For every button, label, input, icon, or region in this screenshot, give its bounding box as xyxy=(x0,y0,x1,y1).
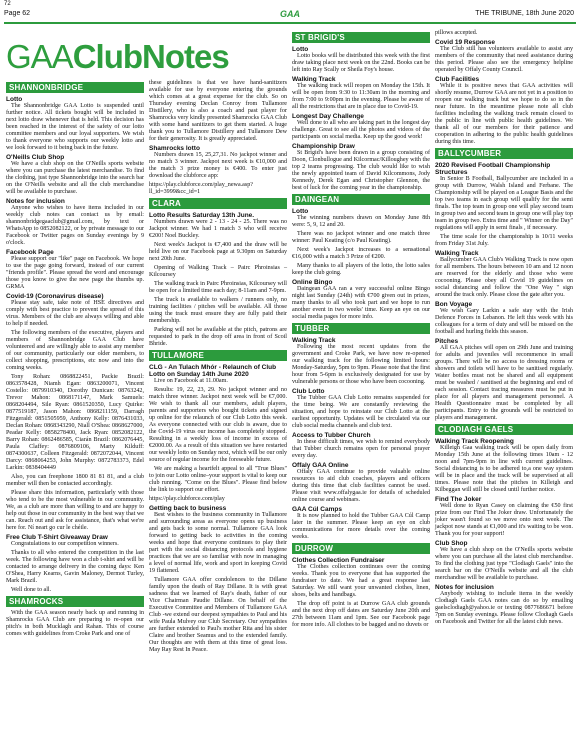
corner-mark: 72 xyxy=(4,1,11,7)
club-section-heading: ST BRIGID'S xyxy=(292,32,430,43)
paragraph: We wish Gary Larkin a safe stay with the Irish Defence Forces in Lebanon. He left this week with his colleagues for a term of duty and will be missed on the football and hurling fields this season. xyxy=(435,308,573,335)
paragraph: There was no jackpot winner and one match three winner: Paul Keating (c/o Paul Keating). xyxy=(292,231,430,244)
club-section-heading: DURROW xyxy=(292,543,430,554)
paragraph: Please stay safe, take note of HSE directives and comply with best practice to prevent the spread of this virus. Members of the club are always willing and able to help if needed. xyxy=(6,300,144,327)
subheading: Club Shop xyxy=(435,540,468,547)
paragraph: Tullamore GAA offer condolences to the Dillane family upon the death of Ray Dillane. It is with great sadness that we learned of Ray's death, father of our Vice Chairman Paudie Dillane. On behalf of the Executive Committee and Members of Tullamore GAA Club -we extend our deepest sympathies to Paul and his wife Paula Mulvey our Club Secretary. Our sympathies are further extended to Paul's mother Rita and his sister Claire and brother Seamus and to the extended family. Our thoughts are with them at this time of great loss. May Ray Rest In Peace. xyxy=(149,577,287,653)
paragraph: Well done to all who are taking part in the longest day challenge. Great to see all the photos and videos of the participants on social media. Keep up the good work! xyxy=(292,120,430,140)
section-title: GAA xyxy=(280,9,300,19)
subheading: CLG - An Tulach Mhór - Relaunch of Club Lotto on Sunday 14th June 2020 xyxy=(149,364,277,378)
paragraph: Numbers drawn were 2 - 13 - 24 - 25. There was no Jackpot winner. We had 1 match 3 who will receive €200! Noel Buckley. xyxy=(149,219,287,239)
paragraph: It is now planned to hold the Tubber GAA Cúl Camp later in the summer. Please keep an eye on club communications for more details over the coming weeks. xyxy=(292,513,430,540)
publication-date: THE TRIBUNE, 18th June 2020 xyxy=(475,10,574,17)
paragraph: Many thanks to all players of the lotto, the lotto sales keep the club going. xyxy=(292,263,430,276)
paragraph: Numbers drawn 15, 25,27,31. No jackpot winner and no match 3 winner. Jackpot next week is €10,000 and the match 3 prize money is €400. To enter just download the clubforce app: xyxy=(149,152,287,179)
subheading: Getting back to business xyxy=(149,505,227,512)
paragraph: https://play.clubforce.com/play_newa.asp?ll_id=3999&cc_id=1 xyxy=(149,182,254,195)
paragraph: Live on Facebook at 11.00am. xyxy=(154,378,228,384)
column-1 xyxy=(6,80,144,640)
column-3 xyxy=(292,30,430,631)
subheading: O'Neills Club Shop xyxy=(6,154,65,161)
paragraph: The drop off point is at Durrow GAA club grounds and the next drop off dates are Saturday June 20th and 27th between 11am and 1pm. See our Facebook page for more info. All clothes to be bagged and no duvets or xyxy=(292,601,430,628)
paragraph: Lotto books will be distributed this week with the first draw taking place next week on the 22nd. Books can be left into Ray Scally or Sheila Foy's house. xyxy=(292,53,430,73)
paragraph: The winning numbers drawn on Monday June 8th were: 5, 9, 12 and 20. xyxy=(292,215,430,228)
paragraph: Results: 19, 22, 23, 29. No jackpot winner and no match three winner. Jackpot next week will be €7,000. We wish to thank all our members, adult players, parents and supporters who bought tickets and signed up online for the relaunch of our Club Lotto this week. As everyone connected with our club is aware, due to the Covid-19 virus our income has completely stopped. Resulting in a weekly loss of income in excess of €2000.00. As a result of this situation we have restarted our weekly lotto on Sunday next, which will be our only source of regular income for the foreseable future. xyxy=(149,387,287,463)
masthead-prefix: GAA xyxy=(6,38,73,75)
club-section-heading: TULLAMORE xyxy=(149,350,287,361)
subheading: Championship Draw xyxy=(292,143,355,150)
subheading: Lotto Results Saturday 13th June. xyxy=(149,212,255,219)
paragraph: Following the most recent updates from the government and Croke Park, we have now re-opened our walking track for the following limited hours: Monday-Saturday, 5pm to 9pm. Please note that the first hour from 5-6pm is exclusively designated for use by vulnerable persons or those who have been cocooning. xyxy=(292,344,430,385)
paragraph: All GAA pitches will open on 29th June and training for adults and juveniles will recommence in small groups. There will be no access to dressing rooms or showers and toilets will have to be sanitised regularly. Water bottles must not be shared and all equipment must be washed / sanitised at the beginning and end of each session. Contact tracing measures must be put in place for all players and management personnel. A Health Questionnaire must be completed by all participants. Entry to the grounds will be restricted to players and management. xyxy=(435,345,573,421)
masthead xyxy=(6,40,229,74)
paragraph: pillows accepted. xyxy=(435,30,478,36)
paragraph: The Tubber GAA Club Lotto remains suspended for the time being. We are constantly reviewing the situation, and hope to reinstate our Club Lotto at the earliest opportunity. Updates will be circulated via our club social media channels and club text. xyxy=(292,395,430,429)
subheading: Club Lotto xyxy=(292,388,325,395)
paragraph: Tony Rohan: 0868822451, Packie Brazil: 0863578428, Niamh Egan: 0863200071, Vincent Costello: 0879910340, Dorothy Dunican: 08763242, Trevor Mahon: 0868171147, Mark Samuels: 0868204494, Sile Ryan: 0861520350, Lucy Quirke: 0877519187, Jason Mahon: 0868211159, Darragh Fitzgerald: 0851505959, Anthony Kelly: 0876431033, Declan Rohan: 0868343290, Niall O'Shea: 0868627000, Peadar Kelly: 0858278400, Jack Ryan: 0852082122, Barry Rohan: 0862486585, Ciarán Brazil: 0862076445, Paula Claffey: 0876809106, Marty Kilduff: 0874300637, Colleen Fitzgerald: 0872072044, Vincent Darcy: 0868064253, John Murphy: 0872783373, Edel Larkin: 0838404449 xyxy=(6,374,144,471)
subheading: Walking Track xyxy=(292,76,336,83)
subheading: Club Facilities xyxy=(435,76,480,83)
paragraph: Also, you can freephone 1800 81 81 81, and a club member will then be contacted accordingly. xyxy=(6,474,144,487)
paragraph: Daingean GAA ran a very successful online Bingo night last Sunday (24th) with €700 given out in prizes, many thanks to all who took part and we hope to run another event in two weeks' time. Keep an eye on our social media pages for more info. xyxy=(292,286,430,320)
column-4 xyxy=(435,30,573,628)
paragraph: Anybody wishing to include items in the weekly Clodiagh Gaels GAA notes can do so by emailing gaelsclodiagh@yahoo.ie or texting 0877686671 before 7pm on Sunday evenings. Please follow Clodiagh Gaels on Facebook and Twitter for all the latest club news. xyxy=(435,591,573,625)
club-section-heading: DAINGEAN xyxy=(292,194,430,205)
paragraph: The walking track will reopen on Monday the 15th. It will be open from 9:30 to 11:30am in the morning and from 7:00 to 9:00pm in the evening. Please be aware of all the restrictions that are in place due to Covid-19. xyxy=(292,83,430,110)
subheading: Notes for inclusion xyxy=(435,584,494,591)
subheading: GAA Cúl Camps xyxy=(292,506,342,513)
club-section-heading: CLARA xyxy=(149,198,287,209)
paragraph: Next week's Jackpot is €7,400 and the draw will be held live on our Facebook page at 9.30pm on Saturday next 20th June. xyxy=(149,242,287,262)
subheading: 2020 Revised Football Championship Structures xyxy=(435,162,551,176)
subheading: Shamrocks lotto xyxy=(149,145,200,152)
club-section-heading: CLODIAGH GAELS xyxy=(435,424,573,435)
paragraph: Opening of Walking Track – Pairc Phroinsias – Kilcoursey xyxy=(149,265,287,278)
paragraph: With the GAA season nearly back up and running in Shamrocks GAA Club are preparing to re-open our pitch's in both Mucklagh and Rahan. This of course comes with guidelines from Croke Park and one of xyxy=(6,610,144,637)
subheading: Covid-19 (Coronavirus disease) xyxy=(6,293,104,300)
paragraph: Well done to all. xyxy=(11,587,52,593)
paragraph: We are making a heartfelt appeal to all "True Blues" to join our Lotto online–your support is vital to keep our club running. "Come on the Blues". Please find below the link to support our effort. xyxy=(149,466,287,493)
subheading: Lotto xyxy=(6,96,23,103)
subheading: Facebook Page xyxy=(6,249,54,256)
paragraph: these guidelines is that we have hand-sanitizers available for use by everyone entering the grounds which comes at a great expense for the club. So on Thursday evening Declan Conroy from Tullamore Distillery, who is also a coach and past player for Shamrocks very kindly presented Shamrocks GAA Club with some hand sanitizers to get them started. A huge thank you to Tullamore Distillery and Tullamore Dew for their generosity. It is greatly appreciated. xyxy=(149,80,287,142)
paragraph: The track is available to walkers / runners only, no training facilities / pitches will be available. All those using the track must ensure they are fully paid their membership. xyxy=(149,297,287,324)
paragraph: https://play.clubforce.com/play xyxy=(149,496,225,502)
paragraph: Killeigh Gaa walking track will be open daily from Monday 15th June at the following times 10am - 12 noon and 7pm-9pm in line with current guidelines. Social distancing is to be adhered to,a one way system will be in place and the track will be supervised at all times. Please note that the pitches in Killeigh and Kilbeggan will still be closed until further notice. xyxy=(435,445,573,493)
club-section-heading: TUBBER xyxy=(292,323,430,334)
paragraph: In Senior B Football, Ballycumber are included in a group with Durrow, Walsh Island and Ferbane. The Championship will be played on a League Basis and the top two teams in each group will qualify for the semi finals. The top team in group one will play second team in group two and second team in group one will play top team in group two. Extra time and " Winner on the Day" regulations will apply in semi finals , if necessary. xyxy=(435,176,573,231)
subheading: Lotto xyxy=(292,46,309,53)
paragraph: Ballycumber GAA Club's Walking Track is now open for all members. The hours between 10 am and 12 noon are reserved for the elderly and those who were cocooning. Please obey all Covid 19 guidelines on social distancing and follow the "One Way " sign around the track only. Please close the gate after you. xyxy=(435,257,573,298)
paragraph: In these difficult times, we wish to remind everybody that Tubber church remains open for personal prayer every day. xyxy=(292,439,430,459)
paragraph: The Clothes collection continues over the coming weeks. Thank you to everyone that has supported the fundraiser to date. We had a great response last Saturday. We still want your unwanted clothes, linen, shoes, belts and handbags. xyxy=(292,564,430,598)
paragraph: The Shannonbridge GAA Lotto is suspended until further notice. All tickets bought will be included in next lotto draw whenever that is held. This decision has been reached in the interest of the safety of our lotto committee members and our loyal supporters. We wish to thank everyone who supports our weekly lotto and we look forward to it being back in the future. xyxy=(6,103,144,151)
paragraph: Please share this information, particularly with those who tend to be the most vulnerable in our community. We, as a club are more than willing to and are happy to help out those in our community in the best way that we can. Reach out and ask for assistance, that's what we're here for. Ní neart go cur le chéile. xyxy=(6,490,144,531)
masthead-suffix: ClubNotes xyxy=(72,38,229,75)
subheading: Longest Day Challenge xyxy=(292,113,364,120)
subheading: Notes for inclusion xyxy=(6,198,65,205)
subheading: Bon Voyage xyxy=(435,301,473,308)
paragraph: We have a club shop on the O'Neills sports website where you can purchase all the latest club merchandise. To find the clothing just type "Clodiagh Gaels" into the search bar on the O'Neills website and all the club merchandise will be available to purchase. xyxy=(435,547,573,581)
paragraph: Next week's Jackpot increases to a sensational €16,000 with a match 3 Prize of €200. xyxy=(292,247,430,260)
paragraph: The walking track in Pairc Phroinsias, Kilcoursey will be open for a limited time each day; 8-11am and 7-9pm. xyxy=(149,281,287,294)
paragraph: Well done to Ryan Casey on claiming the €50 first prize from our Find The Joker draw. Unfortunately the joker wasn't found so we move onto next week. The jackpot now stands at €1,000 and it's waiting to be won. Thank you for your support! xyxy=(435,503,573,537)
paragraph: Thanks to all who entered the competition in the last week. The following have won a club t-shirt and will be contacted to arrange delivery in the coming days: Ken O'Shea, Harry Kearns, Gavin Maloney, Dermot Turley, Mark Brazil. xyxy=(6,550,144,584)
subheading: Find The Joker xyxy=(435,496,482,503)
page-number: Page 62 xyxy=(4,10,31,17)
subheading: Walking Track Reopening xyxy=(435,438,514,445)
paragraph: Congratulations to our competition winners. xyxy=(11,541,119,547)
subheading: Lotto xyxy=(292,208,309,215)
subheading: Access to Tubber Church xyxy=(292,432,371,439)
subheading: Walking Track xyxy=(435,250,479,257)
club-section-heading: SHAMROCKS xyxy=(6,596,144,607)
column-2 xyxy=(149,80,287,656)
subheading: Pitches xyxy=(435,338,459,345)
paragraph: While it is positive news that GAA activities will shortly resume, Durrow GAA are not yet in a position to reopen our walking track but we hope to do so in the near future. In the meantime please note all club facilities including the walking track remain closed to the public in line with public health guidelines. We thank all of our members for their patience and cooperation in adhering to the public health guidelines during this time. xyxy=(435,83,573,145)
paragraph: Best wishes to the business community in Tullamore and surrounding areas as everyone opens up business and gets back to some normal. Tullamore GAA look forward to getting back to activities in the coming weeks and hope that everyone continues to play their part with the social distancing protocols and hygiene practices that we are so familiar with now in managing a level of normal life, work and sport in keeping Covid 19 flattened. xyxy=(149,512,287,574)
paragraph: The Club still has volunteers available to assist any members of the community that need assistance during this period. Please also see the emergency helpline operated by Offaly County Council. xyxy=(435,46,573,73)
subheading: Clothes Collection Fundraiser xyxy=(292,557,385,564)
club-section-heading: SHANNONBRIDGE xyxy=(6,82,144,93)
paragraph: Offaly GAA continue to provide valuable online resources to aid club coaches, players and officers during this time that club facilities cannot be used. Please visit www.offalygaa.ie for details of scheduled online course and webinars. xyxy=(292,469,430,503)
paragraph: Please support our "like" page on Facebook. We hope to use the page going forward, instead of our current "friends profile". Please spread the word and encourage those you know to give the new page the thumbs up. GRMA xyxy=(6,256,144,290)
subheading: Covid 19 Response xyxy=(435,39,495,46)
club-section-heading: BALLYCUMBER xyxy=(435,148,573,159)
paragraph: Anyone who wishes to have items included in our weekly club notes can contact us by email: shannonbridgegaaclub@gmail.com, by text or WhatsApp to 0852082122, or by private message to our Facebook or Twitter pages on Sunday evenings by 9 o'clock. xyxy=(6,205,144,246)
paragraph: Parking will not be available at the pitch, patrons are requested to park in the drop off area in front of Scoil Bhride. xyxy=(149,327,287,347)
subheading: Offaly GAA Online xyxy=(292,462,349,469)
subheading: Free Club T-Shirt Giveaway Draw xyxy=(6,534,108,541)
header-rule xyxy=(4,22,576,24)
paragraph: St Brigid's have been drawn in a group consisting of Doon, Clonbullogue and Kilcormac/Killoughey with the top 2 teams progressing. The club would like to wish the newly appointed team of David Kilcommons, Jody Kennedy, Derek Egan and Christopher Glennon, the best of luck for the coming year in the championship. xyxy=(292,150,430,191)
subheading: Walking Track xyxy=(292,337,336,344)
paragraph: The time scale for the championship is 10/11 weeks from Friday 31st July. xyxy=(435,234,573,247)
page-header xyxy=(0,10,580,22)
subheading: Online Bingo xyxy=(292,279,333,286)
paragraph: The following members of the executive, players and members of Shannonbridge GAA Club have volunteered and are willingly able to assist any member of our community, particularly our older members, to collect shopping, prescriptions, etc now and into the coming weeks. xyxy=(6,330,144,371)
paragraph: We have a club shop on the O'Neills sports website where you can purchase the latest merchandise. To find the clothing, just type Shannonbridge into the search bar on the O'Neills website and all the club merchandise will be available to purchase. xyxy=(6,161,144,195)
